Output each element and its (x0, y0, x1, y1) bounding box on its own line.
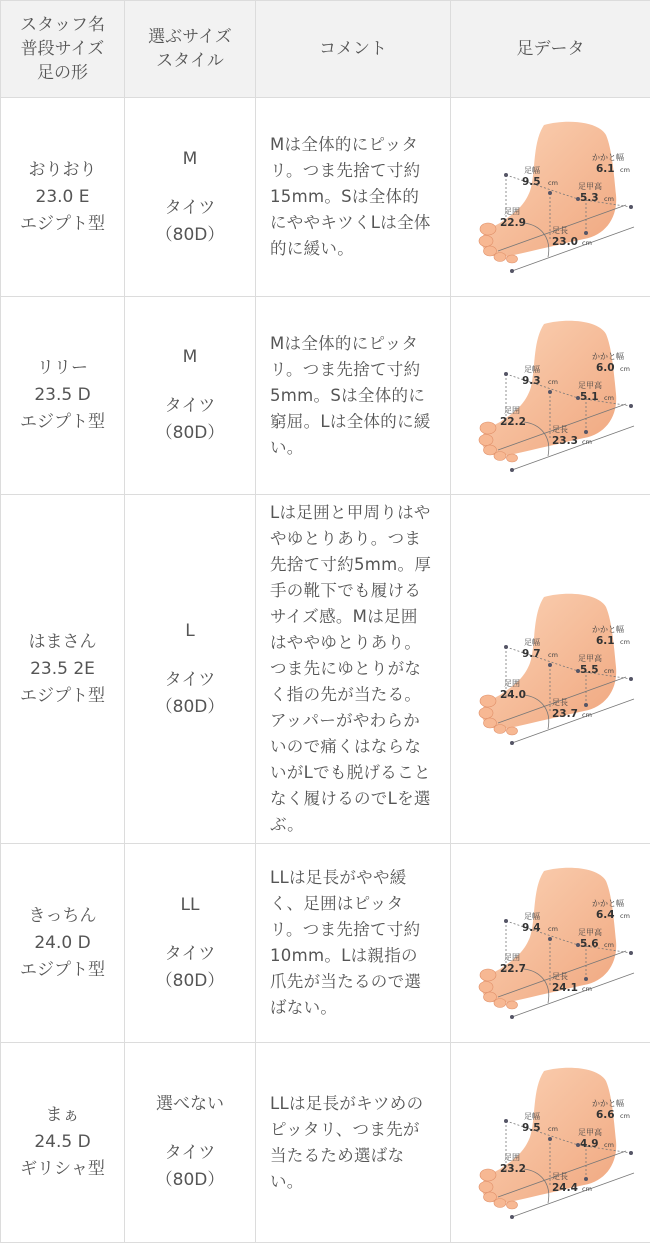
instep-value: 5.1 (580, 391, 599, 403)
staff-name: きっちん (1, 903, 124, 930)
staff-name: おりおり (1, 157, 124, 184)
length-unit: cm (582, 711, 592, 719)
length-label: 足長 (552, 972, 568, 981)
comment-line: 先捨て寸約5mm。厚 (270, 552, 440, 578)
instep-unit: cm (604, 195, 614, 203)
comment-line: く指の先が当たる。 (270, 682, 440, 708)
foot-diagram (466, 117, 636, 277)
length-unit: cm (582, 985, 592, 993)
comment-line: リ。つま先捨て寸約 (270, 158, 440, 184)
comment-line: ぶ。 (270, 812, 440, 838)
comment-line: い。 (270, 1169, 440, 1195)
width-value: 9.5 (522, 176, 541, 188)
style-name: タイツ (125, 667, 255, 694)
staff-name: まぁ (1, 1102, 124, 1129)
foot-shape: エジプト型 (1, 409, 124, 436)
length-value: 23.0 (552, 236, 578, 248)
usual-size: 23.0 E (1, 184, 124, 211)
instep-unit: cm (604, 667, 614, 675)
instep-unit: cm (604, 941, 614, 949)
width-value: 9.4 (522, 922, 541, 934)
header-size (125, 1, 256, 98)
foot-shape: エジプト型 (1, 957, 124, 984)
comment-line: にややキツくLは全体 (270, 210, 440, 236)
comment-line: サイズ感。Mは足囲 (270, 604, 440, 630)
usual-size: 24.0 D (1, 930, 124, 957)
comment-line: く、足囲はピッタ (270, 891, 440, 917)
instep-label: 足甲高 (578, 927, 602, 937)
heel-width-value: 6.6 (596, 1109, 615, 1121)
instep-value: 4.9 (580, 1138, 599, 1150)
header-foot (451, 1, 650, 98)
instep-label: 足甲高 (578, 1127, 602, 1137)
width-unit: cm (548, 378, 558, 386)
style-denier: （80D） (125, 1167, 255, 1194)
usual-size: 23.5 D (1, 382, 124, 409)
usual-size: 23.5 2E (1, 656, 124, 683)
length-label: 足長 (552, 1172, 568, 1181)
size-cell (125, 495, 256, 844)
foot-diagram (466, 1063, 636, 1223)
heel-width-label: かかと幅 (592, 898, 624, 908)
staff-cell (1, 844, 125, 1043)
heel-width-value: 6.1 (596, 163, 615, 175)
size-cell (125, 98, 256, 297)
usual-size: 24.5 D (1, 1129, 124, 1156)
comment-cell (256, 1043, 451, 1243)
comment-line: Lは足囲と甲周りはや (270, 500, 440, 526)
comment-line: 5mm。Sは全体的に (270, 383, 440, 409)
table-header-row (1, 1, 650, 98)
staff-name: リリー (1, 355, 124, 382)
length-unit: cm (582, 239, 592, 247)
comment-line: 爪先が当たるので選 (270, 969, 440, 995)
comment-line: リ。つま先捨て寸約 (270, 917, 440, 943)
style-denier: （80D） (125, 222, 255, 249)
foot-data-cell (451, 297, 650, 495)
header-staff-line: スタッフ名 (1, 13, 124, 37)
table-row (1, 495, 650, 844)
size-cell (125, 1043, 256, 1243)
comment-line: やゆとりあり。つま (270, 526, 440, 552)
width-value: 9.7 (522, 648, 541, 660)
length-value: 24.4 (552, 1182, 578, 1194)
girth-label: 足囲 (504, 207, 520, 216)
foot-shape: ギリシャ型 (1, 1156, 124, 1183)
heel-width-unit: cm (620, 365, 630, 373)
comment-line: 的に緩い。 (270, 236, 440, 262)
length-value: 24.1 (552, 982, 578, 994)
size-cell (125, 297, 256, 495)
foot-diagram (466, 316, 636, 476)
width-unit: cm (548, 179, 558, 187)
staff-cell (1, 495, 125, 844)
comment-line: 10mm。Lは親指の (270, 943, 440, 969)
chosen-size: LL (125, 892, 255, 919)
header-foot-label: 足データ (517, 39, 585, 59)
heel-width-label: かかと幅 (592, 152, 624, 162)
width-value: 9.3 (522, 375, 541, 387)
style-name: タイツ (125, 1140, 255, 1167)
width-unit: cm (548, 925, 558, 933)
chosen-size: M (125, 344, 255, 371)
length-label: 足長 (552, 698, 568, 707)
table-row (1, 98, 650, 297)
comment-cell (256, 844, 451, 1043)
comment-line: い。 (270, 435, 440, 461)
style-denier: （80D） (125, 420, 255, 447)
girth-label: 足囲 (504, 406, 520, 415)
width-unit: cm (548, 1125, 558, 1133)
comment-line: はややゆとりあり。 (270, 630, 440, 656)
instep-label: 足甲高 (578, 653, 602, 663)
instep-label: 足甲高 (578, 181, 602, 191)
staff-cell (1, 98, 125, 297)
style-name: タイツ (125, 941, 255, 968)
comment-line: Mは全体的にピッタ (270, 132, 440, 158)
instep-value: 5.6 (580, 938, 599, 950)
instep-unit: cm (604, 394, 614, 402)
instep-value: 5.3 (580, 192, 599, 204)
comment-line: LLは足長がやや緩 (270, 865, 440, 891)
comment-line: Mは全体的にピッタ (270, 331, 440, 357)
foot-diagram (466, 589, 636, 749)
foot-data-cell (451, 1043, 650, 1243)
table-row (1, 297, 650, 495)
length-label: 足長 (552, 425, 568, 434)
width-label: 足幅 (524, 1111, 540, 1121)
length-value: 23.7 (552, 708, 578, 720)
instep-value: 5.5 (580, 664, 599, 676)
comment-line: 15mm。Sは全体的 (270, 184, 440, 210)
table-row (1, 1043, 650, 1243)
header-staff-line: 足の形 (1, 61, 124, 85)
comment-line: ばない。 (270, 995, 440, 1021)
heel-width-label: かかと幅 (592, 1098, 624, 1108)
chosen-size: L (125, 618, 255, 645)
comment-cell (256, 98, 451, 297)
width-value: 9.5 (522, 1122, 541, 1134)
style-denier: （80D） (125, 694, 255, 721)
foot-shape: エジプト型 (1, 211, 124, 238)
girth-value: 23.2 (500, 1163, 526, 1175)
header-size-line: 選ぶサイズ (125, 25, 255, 49)
foot-diagram (466, 863, 636, 1023)
width-label: 足幅 (524, 165, 540, 175)
girth-value: 22.7 (500, 963, 526, 975)
staff-cell (1, 297, 125, 495)
comment-line: いがLでも脱げること (270, 760, 440, 786)
length-value: 23.3 (552, 435, 578, 447)
comment-line: リ。つま先捨て寸約 (270, 357, 440, 383)
length-label: 足長 (552, 226, 568, 235)
header-size-line: スタイル (125, 49, 255, 73)
instep-label: 足甲高 (578, 380, 602, 390)
comment-line: ピッタリ、つま先が (270, 1117, 440, 1143)
comment-line: なく履けるのでLを選 (270, 786, 440, 812)
size-cell (125, 844, 256, 1043)
width-label: 足幅 (524, 637, 540, 647)
heel-width-unit: cm (620, 166, 630, 174)
chosen-size: 選べない (125, 1091, 255, 1118)
table-row (1, 844, 650, 1043)
width-label: 足幅 (524, 364, 540, 374)
width-unit: cm (548, 651, 558, 659)
comment-line: 当たるため選ばな (270, 1143, 440, 1169)
comment-line: 手の靴下でも履ける (270, 578, 440, 604)
header-staff (1, 1, 125, 98)
foot-data-cell (451, 495, 650, 844)
heel-width-unit: cm (620, 1112, 630, 1120)
heel-width-value: 6.1 (596, 635, 615, 647)
comment-line: 窮屈。Lは全体的に緩 (270, 409, 440, 435)
comment-cell (256, 297, 451, 495)
heel-width-label: かかと幅 (592, 351, 624, 361)
length-unit: cm (582, 1185, 592, 1193)
chosen-size: M (125, 146, 255, 173)
heel-width-label: かかと幅 (592, 624, 624, 634)
comment-line: LLは足長がキツめの (270, 1091, 440, 1117)
header-comment (256, 1, 451, 98)
header-staff-line: 普段サイズ (1, 37, 124, 61)
heel-width-unit: cm (620, 912, 630, 920)
comment-line: つま先にゆとりがな (270, 656, 440, 682)
girth-value: 24.0 (500, 689, 526, 701)
heel-width-value: 6.4 (596, 909, 615, 921)
comment-cell (256, 495, 451, 844)
girth-value: 22.9 (500, 217, 526, 229)
foot-data-cell (451, 98, 650, 297)
staff-name: はまさん (1, 629, 124, 656)
foot-data-cell (451, 844, 650, 1043)
width-label: 足幅 (524, 911, 540, 921)
girth-value: 22.2 (500, 416, 526, 428)
style-name: タイツ (125, 393, 255, 420)
heel-width-value: 6.0 (596, 362, 615, 374)
comment-line: いので痛くはならな (270, 734, 440, 760)
foot-shape: エジプト型 (1, 683, 124, 710)
girth-label: 足囲 (504, 1153, 520, 1162)
girth-label: 足囲 (504, 953, 520, 962)
heel-width-unit: cm (620, 638, 630, 646)
girth-label: 足囲 (504, 679, 520, 688)
length-unit: cm (582, 438, 592, 446)
header-comment-label: コメント (319, 39, 387, 59)
comment-line: アッパーがやわらか (270, 708, 440, 734)
style-name: タイツ (125, 195, 255, 222)
instep-unit: cm (604, 1141, 614, 1149)
style-denier: （80D） (125, 968, 255, 995)
staff-cell (1, 1043, 125, 1243)
